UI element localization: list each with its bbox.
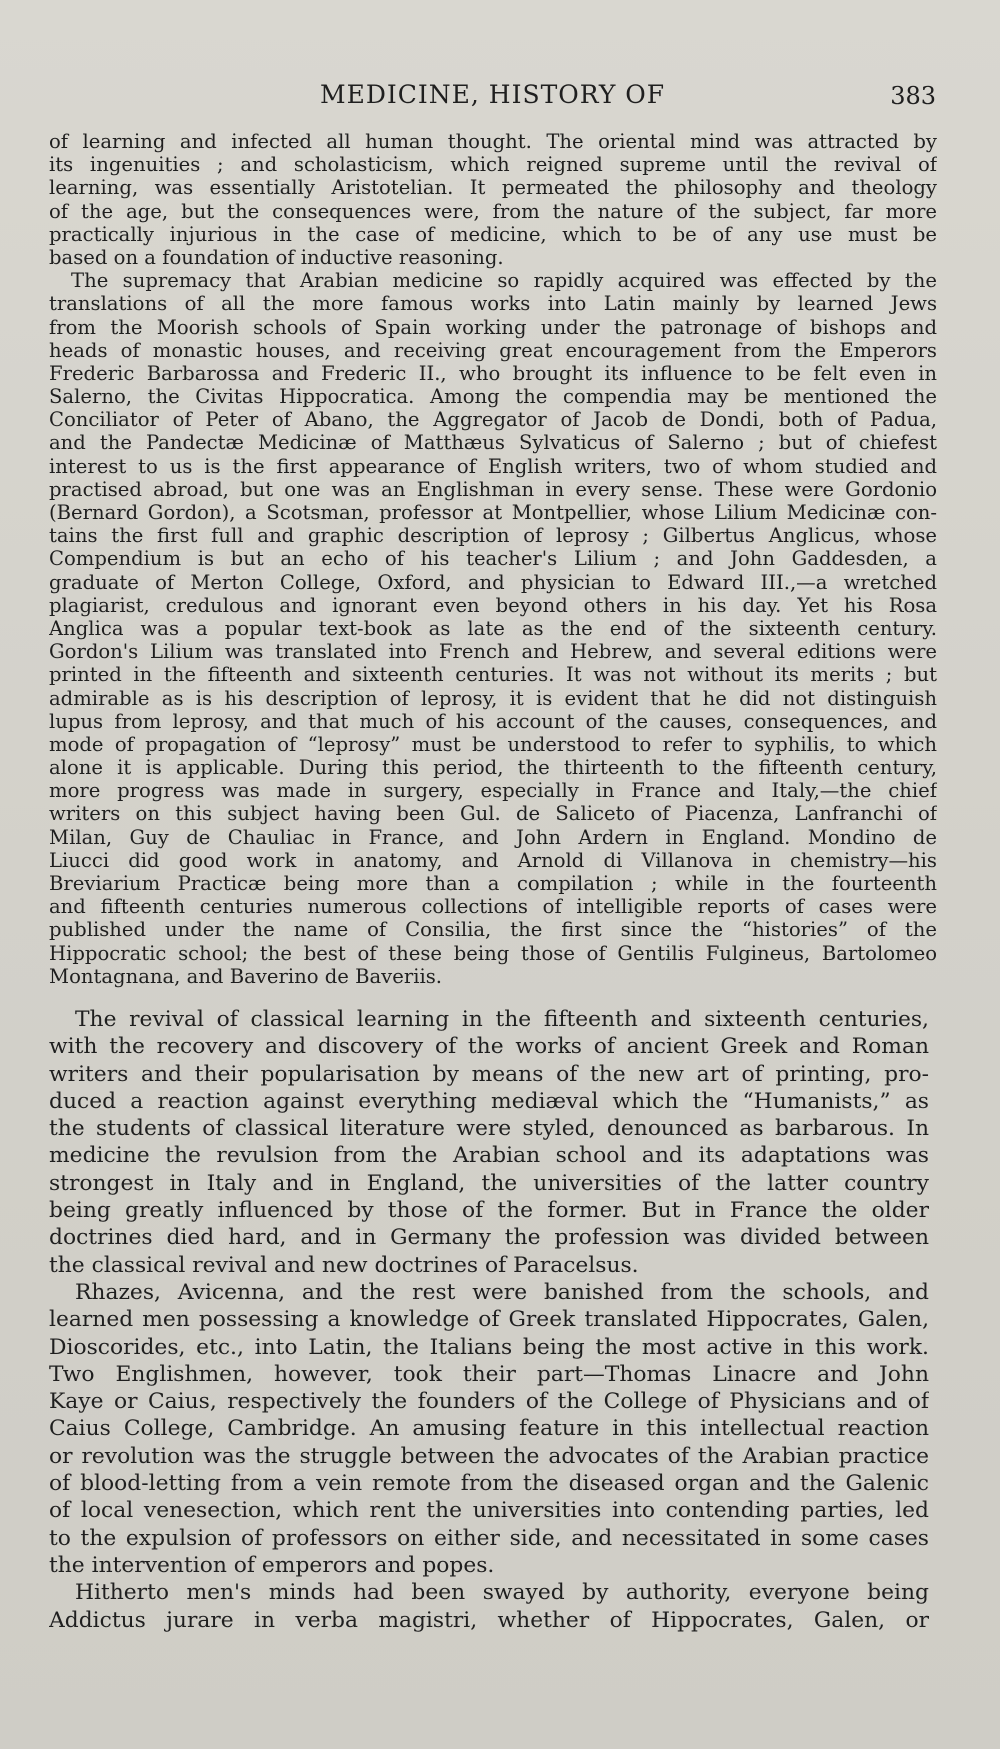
- text-line: [49, 1552, 929, 1579]
- text-line: [49, 1361, 929, 1388]
- text-line: [49, 130, 937, 153]
- text-line: [49, 710, 937, 733]
- text-line-content: Montagnana, and Baverino de Baveriis.: [49, 964, 443, 988]
- text-line-content: printed in the fifteenth and sixteenth centuries. It was not without its merits ; but: [49, 663, 937, 687]
- text-line-content: of blood-letting from a vein remote from the diseased organ and the Galenic: [49, 1471, 929, 1497]
- text-line: [49, 292, 937, 315]
- text-line-content: Milan, Guy de Chauliac in France, and John Ardern in England. Mondino de: [49, 825, 937, 849]
- text-line-content: learning, was essentially Aristotelian. It permeated the philosophy and theology: [49, 176, 937, 200]
- text-line-content: Two Englishmen, however, took their part—Thomas Linacre and John: [49, 1361, 929, 1387]
- text-line: [49, 385, 937, 408]
- text-line-content: practically injurious in the case of medicine, which to be of any use must be: [49, 222, 937, 246]
- text-line-content: and fifteenth centuries numerous collections of intelligible reports of cases were: [49, 895, 937, 919]
- large-print-section: [49, 1006, 929, 1634]
- text-line-content: Addictus jurare in verba magistri, whether of Hippocrates, Galen, or: [49, 1607, 929, 1633]
- text-line: [49, 269, 937, 292]
- text-line: [49, 200, 937, 223]
- text-line: [49, 478, 937, 501]
- page-header: [0, 80, 1000, 114]
- text-line: [49, 1579, 929, 1606]
- text-line-content: The revival of classical learning in the fifteenth and sixteenth centuries,: [75, 1007, 929, 1032]
- text-line: [49, 1033, 929, 1060]
- running-title: MEDICINE, HISTORY OF: [320, 80, 666, 109]
- text-line: [49, 316, 937, 339]
- text-line: [49, 942, 937, 965]
- text-line-content: Conciliator of Peter of Abano, the Aggregator of Jacob de Dondi, both of Padua,: [49, 408, 937, 432]
- text-line-content: Liucci did good work in anatomy, and Arnold di Villanova in chemistry—his: [49, 848, 937, 872]
- text-line: [49, 687, 937, 710]
- text-line-content: more progress was made in surgery, especially in France and Italy,—the chief: [49, 779, 937, 803]
- text-line-content: Kaye or Caius, respectively the founders of the College of Physicians and of: [49, 1389, 929, 1415]
- text-line-content: Compendium is but an echo of his teacher's Lilium ; and John Gaddesden, a: [49, 547, 937, 571]
- text-line-content: alone it is applicable. During this period, the thirteenth to the fifteenth century,: [49, 756, 937, 780]
- text-line-content: The supremacy that Arabian medicine so rapidly acquired was effected by the: [71, 269, 937, 293]
- text-line: [49, 547, 937, 570]
- text-line: [49, 826, 937, 849]
- text-line: [49, 849, 937, 872]
- text-line-content: from the Moorish schools of Spain working under the patronage of bishops and: [49, 315, 937, 339]
- text-line: [49, 1197, 929, 1224]
- text-line: [49, 1170, 929, 1197]
- text-line: [49, 1115, 929, 1142]
- text-line-content: Gordon's Lilium was translated into French and Hebrew, and several editions were: [49, 640, 937, 664]
- text-line: [49, 802, 937, 825]
- text-line: [49, 339, 937, 362]
- text-line: [49, 1279, 929, 1306]
- text-line-content: or revolution was the struggle between the advocates of the Arabian practice: [49, 1443, 929, 1469]
- text-line: [49, 176, 937, 199]
- text-line: [49, 1142, 929, 1169]
- text-line: [49, 895, 937, 918]
- text-line-content: to the expulsion of professors on either side, and necessitated in some cases: [49, 1525, 929, 1551]
- text-line: [49, 1334, 929, 1361]
- text-line-content: with the recovery and discovery of the works of ancient Greek and Roman: [49, 1034, 929, 1060]
- text-line: [49, 779, 937, 802]
- text-line-content: Hippocratic school; the best of these being those of Gentilis Fulgineus, Bartolomeo: [49, 941, 937, 965]
- text-line: [49, 1415, 929, 1442]
- small-print-section: [49, 130, 937, 988]
- text-line-content: strongest in Italy and in England, the universities of the latter country: [49, 1170, 929, 1196]
- text-line: [49, 246, 937, 269]
- text-line-content: lupus from leprosy, and that much of his account of the causes, consequences, and: [49, 709, 937, 733]
- text-line-content: Breviarium Practicæ being more than a compilation ; while in the fourteenth: [49, 872, 937, 895]
- text-line: [49, 594, 937, 617]
- text-line-content: practised abroad, but one was an Englishman in every sense. These were Gordonio: [49, 477, 937, 501]
- text-line-content: plagiarist, credulous and ignorant even beyond others in his day. Yet his Rosa: [49, 593, 937, 617]
- text-line: [49, 918, 937, 941]
- text-line: [49, 571, 937, 594]
- text-line-content: Dioscorides, etc., into Latin, the Italians being the most active in this work.: [49, 1334, 929, 1360]
- text-line-content: admirable as is his description of leprosy, it is evident that he did not distinguish: [49, 686, 937, 710]
- text-line-content: mode of propagation of “leprosy” must be understood to refer to syphilis, to which: [49, 732, 937, 756]
- text-line: [49, 1497, 929, 1524]
- text-line: [49, 1252, 929, 1279]
- text-line-content: Salerno, the Civitas Hippocratica. Among the compendia may be mentioned the: [49, 385, 937, 409]
- text-line: [49, 733, 937, 756]
- text-line-content: learned men possessing a knowledge of Greek translated Hippocrates, Galen,: [49, 1307, 929, 1333]
- text-line-content: Caius College, Cambridge. An amusing feature in this intellectual reaction: [49, 1416, 929, 1442]
- text-line-content: interest to us is the first appearance of English writers, two of whom studied and: [49, 454, 937, 478]
- text-line: [49, 431, 937, 454]
- text-line: [49, 362, 937, 385]
- text-line: [49, 1388, 929, 1415]
- text-line-content: the intervention of emperors and popes.: [49, 1552, 495, 1578]
- text-line: [49, 1088, 929, 1115]
- text-line: [49, 1470, 929, 1497]
- text-line: [49, 663, 937, 686]
- page-number: 383: [890, 82, 936, 110]
- text-line-content: of local venesection, which rent the universities into contending parties, led: [49, 1498, 929, 1524]
- text-line: [49, 153, 937, 176]
- text-line-content: being greatly influenced by those of the former. But in France the older: [49, 1198, 929, 1224]
- text-line: [49, 1006, 929, 1033]
- text-line: [49, 223, 937, 246]
- text-line: [49, 1224, 929, 1251]
- text-line-content: translations of all the more famous works into Latin mainly by learned Jews: [49, 292, 937, 316]
- text-line: [49, 455, 937, 478]
- text-line-content: Anglica was a popular text-book as late as the end of the sixteenth century.: [49, 616, 937, 640]
- text-line-content: of the age, but the consequences were, from the nature of the subject, far more: [49, 199, 937, 223]
- text-line-content: medicine the revulsion from the Arabian school and its adaptations was: [49, 1143, 929, 1169]
- text-line: [49, 756, 937, 779]
- text-line-content: Hitherto men's minds had been swayed by authority, everyone being: [75, 1580, 929, 1606]
- text-line: [49, 965, 937, 988]
- text-line: [49, 617, 937, 640]
- text-line-content: Frederic Barbarossa and Frederic II., who brought its influence to be felt even in: [49, 361, 937, 385]
- text-line-content: doctrines died hard, and in Germany the profession was divided between: [49, 1225, 929, 1251]
- text-line-content: published under the name of Consilia, the first since the “histories” of the: [49, 918, 937, 942]
- text-line: [49, 1443, 929, 1470]
- text-line: [49, 501, 937, 524]
- text-line: [49, 1061, 929, 1088]
- text-line-content: (Bernard Gordon), a Scotsman, professor at Montpellier, whose Lilium Medicinæ con-: [49, 501, 937, 524]
- text-line-content: heads of monastic houses, and receiving great encouragement from the Emperors: [49, 338, 937, 362]
- text-line-content: tains the first full and graphic description of leprosy ; Gilbertus Anglicus, whose: [49, 524, 937, 548]
- text-line-content: graduate of Merton College, Oxford, and physician to Edward III.,—a wretched: [49, 570, 937, 594]
- text-line-content: based on a foundation of inductive reasoning.: [49, 245, 504, 269]
- text-line: [49, 872, 937, 895]
- text-line-content: duced a reaction against everything mediæval which the “Humanists,” as: [49, 1088, 929, 1114]
- text-line: [49, 1306, 929, 1333]
- text-line-content: and the Pandectæ Medicinæ of Matthæus Sylvaticus of Salerno ; but of chiefest: [49, 431, 937, 455]
- text-line-content: of learning and infected all human thought. The oriental mind was attracted by: [49, 130, 937, 153]
- text-line: [49, 408, 937, 431]
- text-line-content: the classical revival and new doctrines of Paracelsus.: [49, 1252, 639, 1278]
- text-line: [49, 640, 937, 663]
- text-line-content: Rhazes, Avicenna, and the rest were banished from the schools, and: [75, 1279, 929, 1305]
- text-line: [49, 1607, 929, 1634]
- text-line-content: writers and their popularisation by means of the new art of printing, pro-: [49, 1061, 929, 1087]
- text-line: [49, 1525, 929, 1552]
- text-line-content: its ingenuities ; and scholasticism, which reigned supreme until the revival of: [49, 153, 937, 177]
- text-line-content: writers on this subject having been Gul. de Saliceto of Piacenza, Lanfranchi of: [49, 802, 937, 826]
- text-line-content: the students of classical literature were styled, denounced as barbarous. In: [49, 1116, 929, 1142]
- text-line: [49, 524, 937, 547]
